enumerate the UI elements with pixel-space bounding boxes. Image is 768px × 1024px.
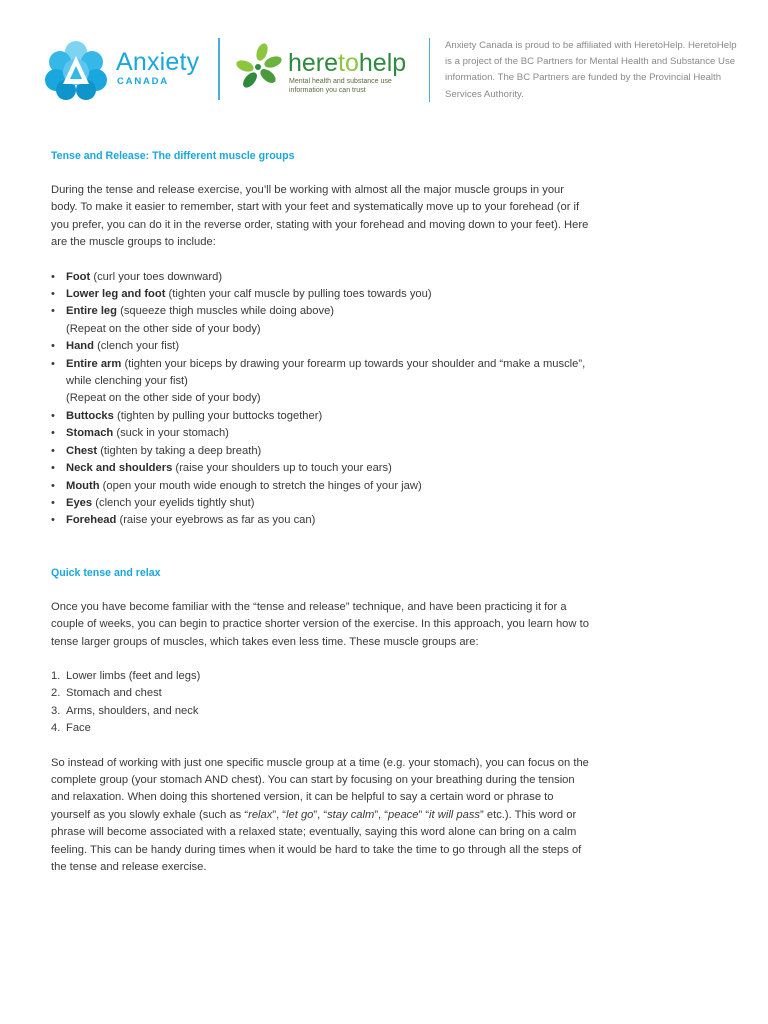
list-item bbox=[51, 425, 591, 442]
list-item bbox=[51, 668, 591, 685]
bullet-icon: • bbox=[51, 409, 55, 422]
list-item bbox=[51, 269, 591, 286]
list-item bbox=[51, 512, 591, 529]
document-body bbox=[51, 148, 591, 876]
bullet-icon: • bbox=[51, 514, 55, 527]
muscle-name: Hand bbox=[66, 340, 94, 353]
phrase-peace: peace bbox=[388, 808, 419, 821]
heretohelp-wordmark bbox=[288, 49, 406, 77]
group-name: Face bbox=[66, 722, 91, 735]
muscle-name: Lower leg and foot bbox=[66, 288, 166, 301]
tagline-line-2: information you can trust bbox=[289, 86, 366, 94]
list-number: 1. bbox=[51, 669, 61, 682]
outro-text-1: So instead of working with just one specific muscle group at a time (e.g. your stomach), you can focus on the complete group (your stomach AND chest). You can start by focusing on your breathing during the tension and relaxation. When doing this shortened version, it can be helpful to say a certain word or phrase to yourself as you slowly exhale (such as “ bbox=[51, 756, 589, 821]
list-item bbox=[51, 303, 591, 338]
header-divider-2 bbox=[429, 38, 430, 102]
muscle-instruction: (tighten by taking a deep breath) bbox=[97, 444, 262, 457]
bullet-icon: • bbox=[51, 340, 55, 353]
anxiety-wordmark: Anxiety bbox=[116, 48, 200, 76]
muscle-instruction: (raise your shoulders up to touch your ears) bbox=[172, 462, 392, 475]
muscle-instruction: (squeeze thigh muscles while doing above) bbox=[116, 305, 335, 318]
list-number: 4. bbox=[51, 722, 61, 735]
header-divider bbox=[218, 38, 220, 100]
list-item bbox=[51, 443, 591, 460]
muscle-name: Entire arm bbox=[66, 357, 122, 370]
muscle-name: Neck and shoulders bbox=[66, 462, 173, 475]
hth-word-to: to bbox=[338, 49, 359, 77]
section-heading-quick-tense: Quick tense and relax bbox=[51, 566, 161, 579]
muscle-instruction: (clench your eyelids tightly shut) bbox=[92, 496, 255, 509]
group-name: Lower limbs (feet and legs) bbox=[66, 669, 201, 682]
muscle-instruction: (curl your toes downward) bbox=[90, 270, 223, 283]
phrase-let-go: let go bbox=[286, 808, 314, 821]
list-item bbox=[51, 356, 591, 408]
list-item bbox=[51, 460, 591, 477]
muscle-name: Entire leg bbox=[66, 305, 117, 318]
heretohelp-leaf-icon bbox=[232, 42, 284, 96]
tagline-line-1: Mental health and substance use bbox=[289, 78, 392, 85]
intro-paragraph: During the tense and release exercise, you’ll be working with almost all the major muscle groups in your body. To make it easier to remember, start with your feet and systematically move up to your forehead (or if you prefer, you can do it in the reverse order, stating with your forehead and moving down to your feet). Here are the muscle groups to include: bbox=[51, 184, 589, 249]
muscle-groups-numbered-list bbox=[51, 668, 591, 738]
list-number: 2. bbox=[51, 687, 61, 700]
muscle-name: Eyes bbox=[66, 496, 93, 509]
bullet-icon: • bbox=[51, 270, 55, 283]
muscle-instruction: (raise your eyebrows as far as you can) bbox=[116, 514, 316, 527]
section-heading-muscle-groups: Tense and Release: The different muscle groups bbox=[51, 150, 295, 162]
list-item bbox=[51, 408, 591, 425]
outro-text-2: ” etc.). This word or phrase will become associated with a relaxed state; eventually, saying this word alone can bring on a calm feeling. This can be handy during times when it would be hard to take the time to go through all the steps of the tense and release exercise. bbox=[51, 808, 582, 873]
list-item bbox=[51, 720, 591, 737]
heretohelp-tagline bbox=[289, 78, 392, 95]
bullet-icon: • bbox=[51, 305, 55, 318]
muscle-instruction: (tighten your calf muscle by pulling toes towards you) bbox=[165, 288, 432, 301]
muscle-instruction: (tighten by pulling your buttocks together) bbox=[113, 409, 323, 422]
bullet-icon: • bbox=[51, 357, 55, 370]
list-item bbox=[51, 286, 591, 303]
sep: ”, “ bbox=[313, 808, 328, 821]
list-item bbox=[51, 338, 591, 355]
phrase-relax: relax bbox=[248, 808, 273, 821]
bullet-icon: • bbox=[51, 288, 55, 301]
muscle-instruction: (tighten your biceps by drawing your forearm up towards your shoulder and “make a muscle”, while clenching your fist) bbox=[66, 357, 586, 388]
hth-word-here: here bbox=[288, 49, 339, 77]
list-item bbox=[51, 685, 591, 702]
affiliation-text: Anxiety Canada is proud to be affiliated with HeretoHelp. HeretoHelp is a project of the BC Partners for Mental Health and Substance Use information. The BC Partners are funded by the Provincial Health Services Authority. bbox=[445, 40, 737, 100]
sep: ” “ bbox=[418, 808, 430, 821]
hth-word-help: help bbox=[358, 49, 407, 77]
list-number: 3. bbox=[51, 704, 61, 717]
repeat-note: (Repeat on the other side of your body) bbox=[66, 322, 261, 335]
sep: ”, “ bbox=[374, 808, 388, 821]
outro-paragraph bbox=[51, 755, 591, 877]
phrase-it-will-pass: it will pass bbox=[429, 808, 481, 821]
muscle-name: Mouth bbox=[66, 479, 100, 492]
group-name: Stomach and chest bbox=[66, 687, 162, 700]
bullet-icon: • bbox=[51, 462, 55, 475]
anxiety-canada-logo-icon bbox=[44, 38, 108, 102]
group-name: Arms, shoulders, and neck bbox=[66, 704, 199, 717]
list-item bbox=[51, 478, 591, 495]
muscle-group-list bbox=[51, 269, 591, 530]
phrase-stay-calm: stay calm bbox=[327, 808, 375, 821]
muscle-name: Foot bbox=[66, 270, 91, 283]
bullet-icon: • bbox=[51, 427, 55, 440]
bullet-icon: • bbox=[51, 496, 55, 509]
list-item bbox=[51, 703, 591, 720]
page-header bbox=[0, 0, 768, 120]
muscle-name: Chest bbox=[66, 444, 98, 457]
muscle-instruction: (suck in your stomach) bbox=[113, 427, 229, 440]
repeat-note: (Repeat on the other side of your body) bbox=[66, 392, 261, 405]
bullet-icon: • bbox=[51, 444, 55, 457]
canada-wordmark: CANADA bbox=[117, 76, 169, 87]
muscle-name: Stomach bbox=[66, 427, 114, 440]
muscle-instruction: (open your mouth wide enough to stretch the hinges of your jaw) bbox=[99, 479, 422, 492]
muscle-name: Forehead bbox=[66, 514, 117, 527]
muscle-instruction: (clench your fist) bbox=[93, 340, 180, 353]
bullet-icon: • bbox=[51, 479, 55, 492]
sep: ”, “ bbox=[272, 808, 287, 821]
muscle-name: Buttocks bbox=[66, 409, 114, 422]
quick-intro-paragraph: Once you have become familiar with the “tense and release” technique, and have been practicing it for a couple of weeks, you can begin to practice shorter version of the exercise. In this approach, you learn how to tense larger groups of muscles, which takes even less time. These muscle groups are: bbox=[51, 600, 589, 648]
list-item bbox=[51, 495, 591, 512]
